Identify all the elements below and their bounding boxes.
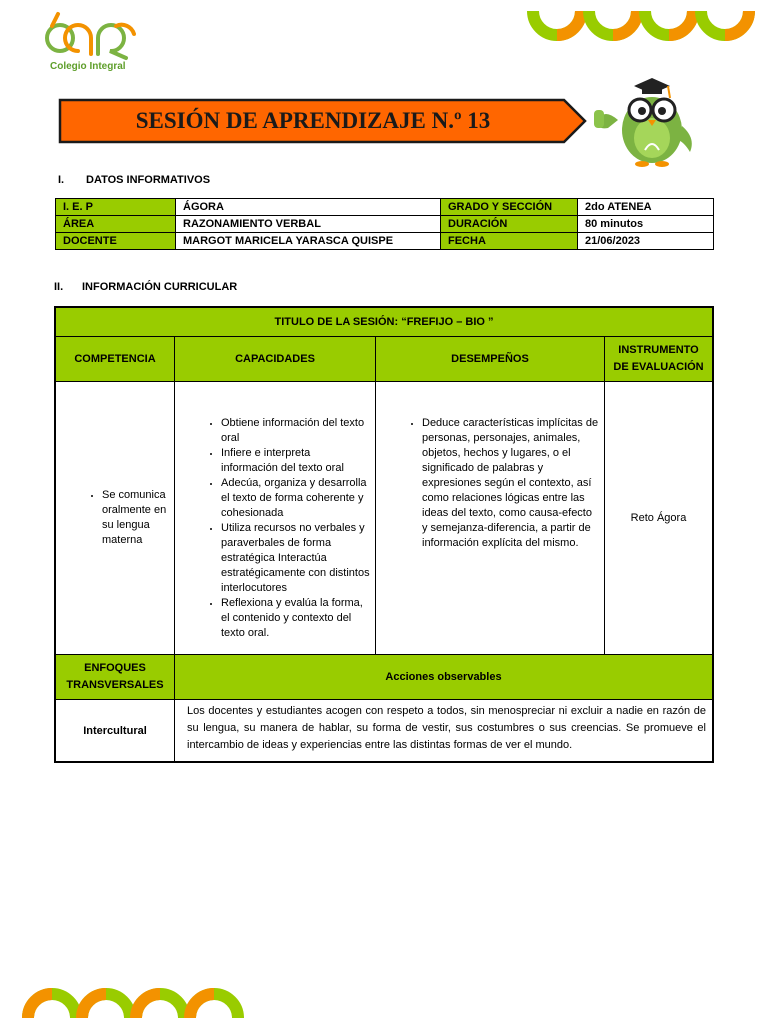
competencia-cell — [55, 382, 175, 655]
value-cell: MARGOT MARICELA YARASCA QUISPE — [176, 233, 441, 250]
section-title: INFORMACIÓN CURRICULAR — [82, 281, 238, 293]
label-cell: ÁREA — [56, 216, 176, 233]
competencia-list — [56, 488, 169, 548]
decorative-circles-top — [525, 5, 768, 41]
list-item: • Reflexiona y evalúa la forma, el contenido y contexto del texto oral. — [221, 596, 370, 641]
value-cell: 21/06/2023 — [578, 233, 714, 250]
page-title: SESIÓN DE APRENDIZAJE N.º 13 — [135, 108, 491, 133]
acciones-cell: Los docentes y estudiantes acogen con respeto a todos, sin menospreciar ni excluir a nadie en razón de su lengua, su manera de hablar, su forma de vestir, sus costumbres o sus creencias. Se promueve el intercambio de ideas y experiencias entre las distintas formas de ver el mundo. — [175, 700, 714, 763]
table-row — [55, 307, 713, 337]
header-capacidades: CAPACIDADES — [175, 337, 376, 382]
instrumento-cell: Reto Ágora — [605, 382, 714, 655]
table-row — [56, 199, 714, 216]
list-item: • Obtiene información del texto oral — [221, 416, 370, 446]
header-desempenos: DESEMPEÑOS — [376, 337, 605, 382]
label-cell: DOCENTE — [56, 233, 176, 250]
section-number: II. — [54, 281, 64, 293]
datos-informativos-table — [55, 198, 714, 250]
desempenos-list — [376, 416, 599, 551]
table-row — [56, 216, 714, 233]
label-cell: FECHA — [441, 233, 578, 250]
header-acciones: Acciones observables — [175, 655, 714, 700]
desempenos-cell — [376, 382, 605, 655]
label-cell: GRADO Y SECCIÓN — [441, 199, 578, 216]
informacion-curricular-table — [54, 306, 714, 763]
capacidades-cell — [175, 382, 376, 655]
table-row — [55, 382, 713, 655]
value-cell: 80 minutos — [578, 216, 714, 233]
session-title: TITULO DE LA SESIÓN: “FREFIJO – BIO ” — [55, 307, 713, 337]
table-row — [55, 337, 713, 382]
header-competencia: COMPETENCIA — [55, 337, 175, 382]
section-informacion-curricular — [54, 281, 237, 293]
section-title: DATOS INFORMATIVOS — [86, 174, 211, 186]
decorative-circles-bottom — [20, 986, 250, 1024]
list-item: • Adecúa, organiza y desarrolla el texto de forma coherente y cohesionada — [221, 476, 370, 521]
label-cell: I. E. P — [56, 199, 176, 216]
section-number: I. — [58, 174, 65, 186]
header-instrumento: INSTRUMENTO DE EVALUACIÓN — [605, 337, 714, 382]
enfoque-cell: Intercultural — [55, 700, 175, 763]
table-row — [55, 655, 713, 700]
logo-text: Colegio Integral — [50, 61, 126, 72]
table-row — [56, 233, 714, 250]
label-cell: DURACIÓN — [441, 216, 578, 233]
list-item: • Infiere e interpreta información del texto oral — [221, 446, 370, 476]
table-row — [55, 700, 713, 763]
value-cell: ÁGORA — [176, 199, 441, 216]
capacidades-list — [175, 416, 370, 641]
list-item: • Utiliza recursos no verbales y paraverbales de forma estratégica Interactúa estratégicamente con distintos interlocutores — [221, 521, 370, 596]
section-datos-informativos — [58, 174, 210, 186]
list-item: • Deduce características implícitas de personas, personajes, animales, objetos, hechos y lugares, o el significado de palabras y expresiones según el contexto, así como relaciones lógicas entre las ideas del texto, como causa-efecto y semejanza-diferencia, a partir de información explícita del mismo. — [422, 416, 599, 551]
list-item: • Se comunica oralmente en su lengua materna — [102, 488, 169, 548]
owl-mascot-icon — [590, 72, 700, 167]
header-enfoques: ENFOQUES TRANSVERSALES — [55, 655, 175, 700]
value-cell: RAZONAMIENTO VERBAL — [176, 216, 441, 233]
value-cell: 2do ATENEA — [578, 199, 714, 216]
